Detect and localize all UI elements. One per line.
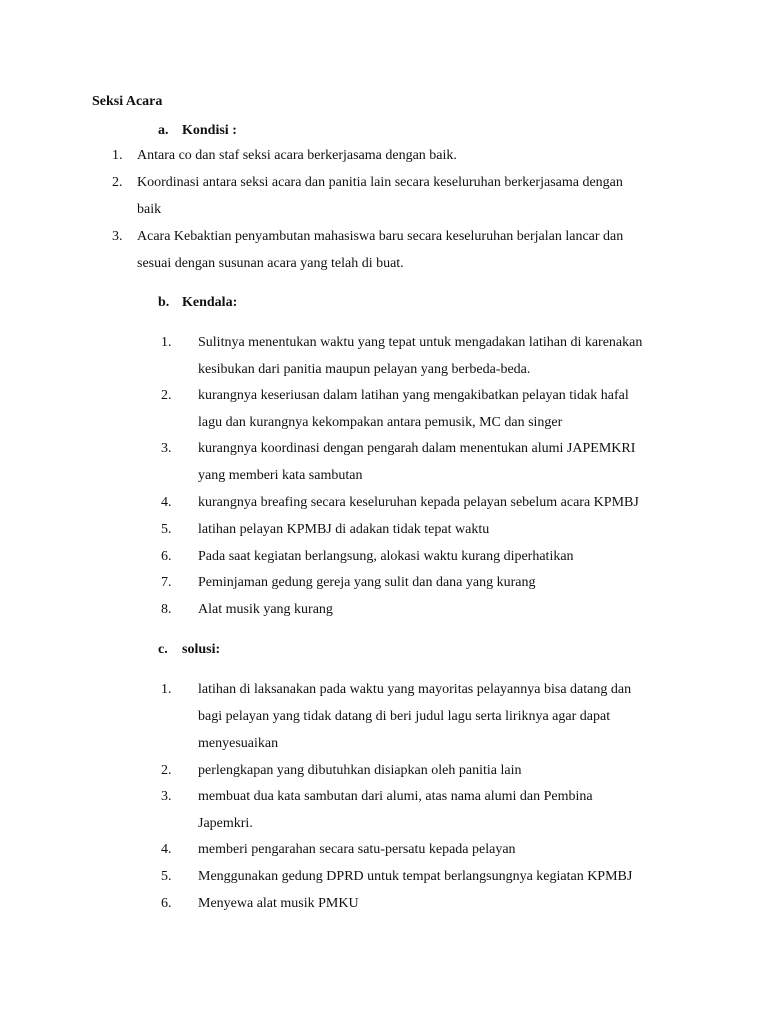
list-text: Pada saat kegiatan berlangsung, alokasi waktu kurang diperhatikan	[198, 549, 574, 564]
list-number: 3.	[161, 441, 172, 456]
page-title: Seksi Acara	[92, 94, 163, 109]
section-b-heading	[158, 293, 237, 313]
list-text: perlengkapan yang dibutuhkan disiapkan oleh panitia lain	[198, 763, 522, 778]
list-number: 7.	[161, 575, 172, 590]
list-text: memberi pengarahan secara satu-persatu kepada pelayan	[198, 842, 516, 857]
section-c-letter: c.	[158, 642, 168, 657]
list-number: 4.	[161, 842, 172, 857]
list-text: menyesuaikan	[198, 736, 279, 751]
list-text: Menggunakan gedung DPRD untuk tempat berlangsungnya kegiatan KPMBJ	[198, 869, 633, 884]
list-text: latihan pelayan KPMBJ di adakan tidak tepat waktu	[198, 522, 490, 537]
list-text: baik	[137, 202, 162, 217]
list-text: kurangnya keseriusan dalam latihan yang mengakibatkan pelayan tidak hafal	[198, 388, 629, 403]
list-text: Alat musik yang kurang	[198, 602, 333, 617]
list-text: latihan di laksanakan pada waktu yang mayoritas pelayannya bisa datang dan	[198, 682, 632, 697]
list-number: 8.	[161, 602, 172, 617]
list-number: 1.	[161, 682, 172, 697]
list-text: sesuai dengan susunan acara yang telah di buat.	[137, 256, 404, 271]
section-a-title: Kondisi :	[182, 123, 237, 138]
list-number: 3.	[112, 229, 123, 244]
section-b-title: Kendala:	[182, 295, 238, 310]
section-b-letter: b.	[158, 295, 170, 310]
list-text: Antara co dan staf seksi acara berkerjasama dengan baik.	[137, 148, 457, 163]
list-text: bagi pelayan yang tidak datang di beri judul lagu serta liriknya agar dapat	[198, 709, 611, 724]
list-number: 5.	[161, 869, 172, 884]
list-text: yang memberi kata sambutan	[198, 468, 363, 483]
list-number: 6.	[161, 896, 172, 911]
list-number: 1.	[112, 148, 123, 163]
list-number: 3.	[161, 789, 172, 804]
list-text: Sulitnya menentukan waktu yang tepat untuk mengadakan latihan di karenakan	[198, 335, 643, 350]
list-text: Koordinasi antara seksi acara dan panitia lain secara keseluruhan berkerjasama dengan	[137, 175, 623, 190]
list-text: kesibukan dari panitia maupun pelayan yang berbeda-beda.	[198, 362, 531, 377]
section-a-heading	[158, 121, 237, 141]
list-number: 6.	[161, 549, 172, 564]
list-text: Acara Kebaktian penyambutan mahasiswa baru secara keseluruhan berjalan lancar dan	[137, 229, 624, 244]
list-number: 2.	[161, 763, 172, 778]
section-c-heading	[158, 640, 220, 660]
section-a-letter: a.	[158, 123, 169, 138]
list-text: Japemkri.	[198, 816, 253, 831]
list-text: lagu dan kurangnya kekompakan antara pemusik, MC dan singer	[198, 415, 563, 430]
list-text: membuat dua kata sambutan dari alumi, atas nama alumi dan Pembina	[198, 789, 593, 804]
list-number: 2.	[112, 175, 123, 190]
list-text: kurangnya koordinasi dengan pengarah dalam menentukan alumi JAPEMKRI	[198, 441, 636, 456]
list-number: 5.	[161, 522, 172, 537]
list-text: kurangnya breafing secara keseluruhan kepada pelayan sebelum acara KPMBJ	[198, 495, 639, 510]
list-text: Menyewa alat musik PMKU	[198, 896, 359, 911]
list-text: Peminjaman gedung gereja yang sulit dan dana yang kurang	[198, 575, 536, 590]
section-c-title: solusi:	[182, 642, 221, 657]
list-number: 1.	[161, 335, 172, 350]
list-number: 2.	[161, 388, 172, 403]
list-number: 4.	[161, 495, 172, 510]
